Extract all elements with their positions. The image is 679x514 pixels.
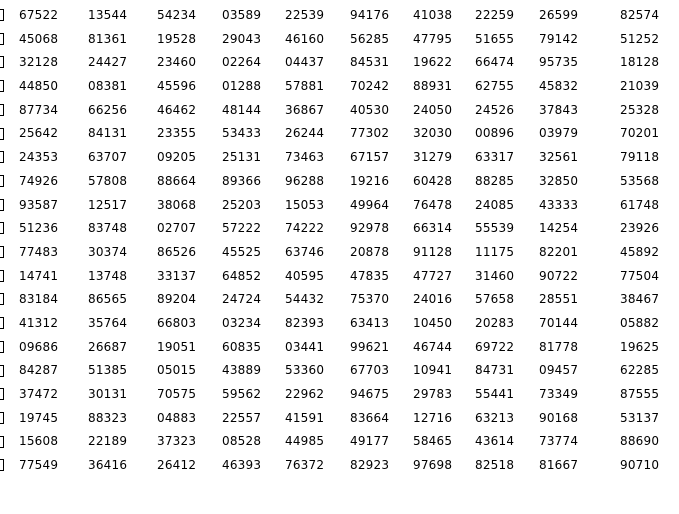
table-cell: 26599 (539, 8, 579, 22)
table-cell: 03589 (222, 8, 262, 22)
table-cell: 10941 (413, 363, 453, 378)
table-cell: 54432 (285, 292, 325, 307)
table-cell: 70575 (157, 387, 197, 401)
table-cell: 83664 (350, 410, 390, 425)
table-cell: 00896 (475, 126, 515, 141)
table-cell: 35764 (88, 315, 128, 330)
table-cell: 63213 (475, 410, 515, 425)
table-cell: 51252 (620, 31, 660, 46)
table-cell: 95735 (539, 55, 579, 70)
table-row (0, 269, 679, 293)
table-cell: 70201 (620, 126, 660, 141)
table-cell: 12517 (88, 197, 128, 212)
table-cell: 18128 (620, 55, 660, 70)
table-cell: 26244 (285, 126, 325, 141)
table-cell: 08528 (222, 434, 262, 449)
table-cell: 66803 (157, 315, 197, 330)
table-cell: 47795 (413, 31, 453, 46)
table-cell: 57881 (285, 79, 325, 94)
table-cell: 24016 (413, 292, 453, 307)
table-cell: 38467 (620, 292, 660, 307)
table-cell: 77483 (19, 244, 59, 259)
table-cell: 88931 (413, 79, 453, 94)
table-cell: 63317 (475, 150, 515, 165)
table-cell: 66256 (88, 102, 128, 117)
table-cell: 47835 (350, 268, 390, 283)
table-cell: 25642 (19, 126, 59, 141)
table-cell: 04883 (157, 410, 197, 425)
table-cell: 02707 (157, 221, 197, 236)
table-cell: 45832 (539, 79, 579, 94)
table-cell: 25131 (222, 150, 262, 165)
table-cell: 31460 (475, 268, 515, 283)
table-cell: 38068 (157, 197, 197, 212)
table-cell: 67703 (350, 363, 390, 378)
table-cell: 22259 (475, 8, 515, 22)
table-cell: 76478 (413, 197, 453, 212)
table-cell: 09205 (157, 150, 197, 165)
table-cell: 88285 (475, 173, 515, 188)
table-cell: 96288 (285, 173, 325, 188)
table-cell: 53433 (222, 126, 262, 141)
table-cell: 19745 (19, 410, 59, 425)
table-cell: 45525 (222, 244, 262, 259)
table-row (0, 245, 679, 269)
table-cell: 97698 (413, 458, 453, 473)
table-cell: 79118 (620, 150, 660, 165)
table-cell: 88664 (157, 173, 197, 188)
table-cell: 01288 (222, 79, 262, 94)
table-cell: 57222 (222, 221, 262, 236)
table-cell: 26687 (88, 339, 128, 354)
table-cell: 46744 (413, 339, 453, 354)
table-cell: 45068 (19, 31, 59, 46)
table-cell: 29043 (222, 31, 262, 46)
table-cell: 40530 (350, 102, 390, 117)
table-cell: 37323 (157, 434, 197, 449)
table-cell: 86526 (157, 244, 197, 259)
table-row (0, 174, 679, 198)
table-cell: 82393 (285, 315, 325, 330)
table-cell: 63413 (350, 315, 390, 330)
table-cell: 22539 (285, 8, 325, 22)
table-row (0, 434, 679, 458)
table-cell: 40595 (285, 268, 325, 283)
table-cell: 05882 (620, 315, 660, 330)
table-cell: 77302 (350, 126, 390, 141)
table-cell: 93587 (19, 197, 59, 212)
table-cell: 53360 (285, 363, 325, 378)
table-cell: 91128 (413, 244, 453, 259)
table-cell: 67522 (19, 8, 59, 22)
table-cell: 84731 (475, 363, 515, 378)
random-number-table (0, 8, 679, 482)
table-cell: 92978 (350, 221, 390, 236)
table-cell: 75370 (350, 292, 390, 307)
table-cell: 51385 (88, 363, 128, 378)
table-cell: 81361 (88, 31, 128, 46)
table-cell: 49177 (350, 434, 390, 449)
table-cell: 90722 (539, 268, 579, 283)
table-cell: 58465 (413, 434, 453, 449)
table-cell: 13748 (88, 268, 128, 283)
table-row (0, 8, 679, 32)
table-cell: 29783 (413, 387, 453, 401)
table-cell: 47727 (413, 268, 453, 283)
table-row (0, 387, 679, 411)
table-cell: 02264 (222, 55, 262, 70)
table-cell: 22189 (88, 434, 128, 449)
table-cell: 30131 (88, 387, 128, 401)
table-row (0, 32, 679, 56)
table-cell: 32128 (19, 55, 59, 70)
table-cell: 03441 (285, 339, 325, 354)
table-cell: 11175 (475, 244, 515, 259)
table-cell: 57808 (88, 173, 128, 188)
table-cell: 51655 (475, 31, 515, 46)
table-cell: 73349 (539, 387, 579, 401)
table-cell: 56285 (350, 31, 390, 46)
table-cell: 87555 (620, 387, 660, 401)
table-cell: 83184 (19, 292, 59, 307)
table-cell: 54234 (157, 8, 197, 22)
table-cell: 63707 (88, 150, 128, 165)
table-row (0, 316, 679, 340)
table-cell: 33137 (157, 268, 197, 283)
table-cell: 90710 (620, 458, 660, 473)
table-cell: 24050 (413, 102, 453, 117)
table-cell: 26412 (157, 458, 197, 473)
table-cell: 81667 (539, 458, 579, 473)
table-cell: 44985 (285, 434, 325, 449)
table-row (0, 103, 679, 127)
table-cell: 12716 (413, 410, 453, 425)
table-cell: 45892 (620, 244, 660, 259)
table-cell: 67157 (350, 150, 390, 165)
table-cell: 49964 (350, 197, 390, 212)
table-cell: 41591 (285, 410, 325, 425)
table-cell: 83748 (88, 221, 128, 236)
table-cell: 69722 (475, 339, 515, 354)
table-cell: 25203 (222, 197, 262, 212)
table-cell: 88690 (620, 434, 660, 449)
table-row (0, 221, 679, 245)
table-cell: 82923 (350, 458, 390, 473)
table-cell: 03979 (539, 126, 579, 141)
table-cell: 66474 (475, 55, 515, 70)
table-cell: 23460 (157, 55, 197, 70)
table-cell: 30374 (88, 244, 128, 259)
table-cell: 23926 (620, 221, 660, 236)
table-cell: 41038 (413, 8, 453, 22)
table-cell: 32561 (539, 150, 579, 165)
table-cell: 90168 (539, 410, 579, 425)
table-cell: 55441 (475, 387, 515, 401)
table-cell: 37472 (19, 387, 59, 401)
table-cell: 57658 (475, 292, 515, 307)
table-cell: 87734 (19, 102, 59, 117)
table-cell: 19625 (620, 339, 660, 354)
table-cell: 73463 (285, 150, 325, 165)
table-cell: 25328 (620, 102, 660, 117)
table-cell: 41312 (19, 315, 59, 330)
table-cell: 20283 (475, 315, 515, 330)
table-cell: 09457 (539, 363, 579, 378)
table-cell: 46393 (222, 458, 262, 473)
table-cell: 81778 (539, 339, 579, 354)
table-cell: 36867 (285, 102, 325, 117)
table-cell: 74926 (19, 173, 59, 188)
table-cell: 89204 (157, 292, 197, 307)
table-cell: 62755 (475, 79, 515, 94)
table-cell: 36416 (88, 458, 128, 473)
table-cell: 73774 (539, 434, 579, 449)
table-cell: 94176 (350, 8, 390, 22)
table-cell: 24526 (475, 102, 515, 117)
table-row (0, 340, 679, 364)
table-cell: 22557 (222, 410, 262, 425)
table-cell: 60835 (222, 339, 262, 354)
table-cell: 09686 (19, 339, 59, 354)
table-cell: 43333 (539, 197, 579, 212)
table-cell: 22962 (285, 387, 325, 401)
table-cell: 43889 (222, 363, 262, 378)
table-cell: 46160 (285, 31, 325, 46)
table-cell: 05015 (157, 363, 197, 378)
table-cell: 19216 (350, 173, 390, 188)
table-row (0, 292, 679, 316)
table-cell: 24353 (19, 150, 59, 165)
table-cell: 82574 (620, 8, 660, 22)
table-cell: 53137 (620, 410, 660, 425)
table-cell: 46462 (157, 102, 197, 117)
table-cell: 43614 (475, 434, 515, 449)
table-cell: 82518 (475, 458, 515, 473)
table-row (0, 126, 679, 150)
table-cell: 24427 (88, 55, 128, 70)
table-cell: 70144 (539, 315, 579, 330)
table-cell: 82201 (539, 244, 579, 259)
table-cell: 62285 (620, 363, 660, 378)
table-cell: 84287 (19, 363, 59, 378)
table-cell: 19051 (157, 339, 197, 354)
table-cell: 66314 (413, 221, 453, 236)
table-row (0, 458, 679, 482)
table-cell: 59562 (222, 387, 262, 401)
table-cell: 70242 (350, 79, 390, 94)
table-row (0, 198, 679, 222)
table-cell: 77549 (19, 458, 59, 473)
table-cell: 63746 (285, 244, 325, 259)
table-cell: 51236 (19, 221, 59, 236)
table-cell: 19622 (413, 55, 453, 70)
table-row (0, 411, 679, 435)
table-cell: 23355 (157, 126, 197, 141)
table-row (0, 363, 679, 387)
table-cell: 48144 (222, 102, 262, 117)
table-cell: 32850 (539, 173, 579, 188)
table-cell: 74222 (285, 221, 325, 236)
table-cell: 61748 (620, 197, 660, 212)
table-cell: 10450 (413, 315, 453, 330)
table-cell: 15608 (19, 434, 59, 449)
table-cell: 37843 (539, 102, 579, 117)
table-cell: 24724 (222, 292, 262, 307)
table-cell: 64852 (222, 268, 262, 283)
table-cell: 28551 (539, 292, 579, 307)
table-cell: 84531 (350, 55, 390, 70)
table-cell: 84131 (88, 126, 128, 141)
table-row (0, 150, 679, 174)
table-cell: 03234 (222, 315, 262, 330)
table-cell: 60428 (413, 173, 453, 188)
table-cell: 89366 (222, 173, 262, 188)
table-cell: 94675 (350, 387, 390, 401)
table-cell: 99621 (350, 339, 390, 354)
table-cell: 55539 (475, 221, 515, 236)
table-cell: 19528 (157, 31, 197, 46)
table-cell: 77504 (620, 268, 660, 283)
table-cell: 86565 (88, 292, 128, 307)
table-cell: 53568 (620, 173, 660, 188)
table-cell: 13544 (88, 8, 128, 22)
table-row (0, 79, 679, 103)
table-cell: 31279 (413, 150, 453, 165)
table-cell: 45596 (157, 79, 197, 94)
table-cell: 08381 (88, 79, 128, 94)
table-row (0, 55, 679, 79)
table-cell: 76372 (285, 458, 325, 473)
table-cell: 14741 (19, 268, 59, 283)
table-cell: 21039 (620, 79, 660, 94)
table-cell: 15053 (285, 197, 325, 212)
table-cell: 88323 (88, 410, 128, 425)
table-cell: 44850 (19, 79, 59, 94)
table-cell: 79142 (539, 31, 579, 46)
table-cell: 32030 (413, 126, 453, 141)
table-cell: 20878 (350, 244, 390, 259)
table-cell: 14254 (539, 221, 579, 236)
table-cell: 04437 (285, 55, 325, 70)
table-cell: 24085 (475, 197, 515, 212)
